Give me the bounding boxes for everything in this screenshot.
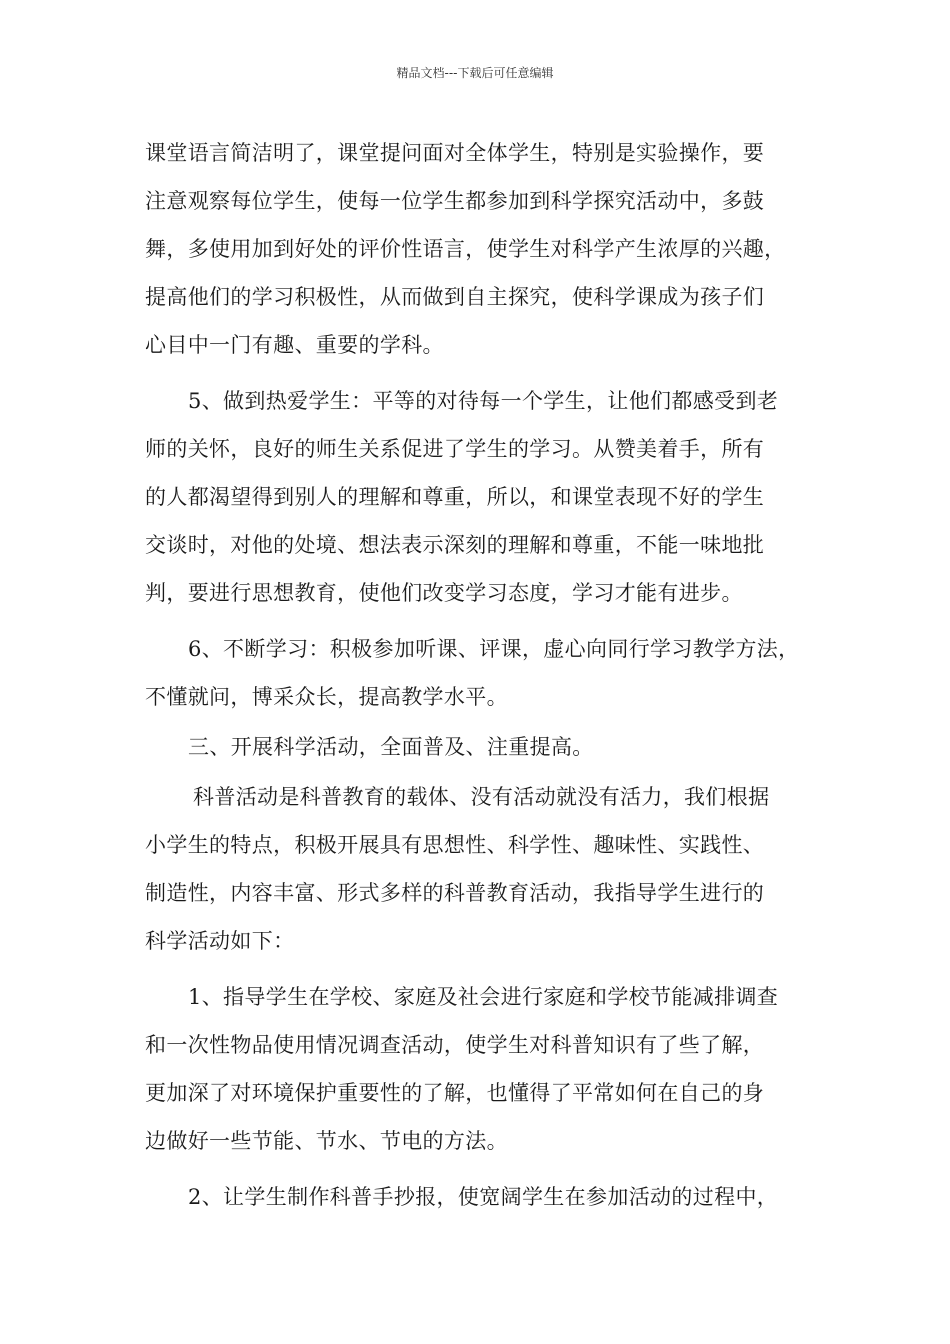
paragraph-line: 和一次性物品使用情况调查活动，使学生对科普知识有了些了解， (145, 1033, 765, 1057)
paragraph-line: 交谈时，对他的处境、想法表示深刻的理解和尊重，不能一味地批 (145, 533, 765, 557)
paragraph-line: 1、指导学生在学校、家庭及社会进行家庭和学校节能减排调查 (188, 985, 779, 1009)
paragraph-line: 边做好一些节能、节水、节电的方法。 (145, 1129, 508, 1153)
paragraph-line: 科学活动如下： (145, 929, 295, 953)
paragraph-line: 不懂就问，博采众长，提高教学水平。 (145, 685, 508, 709)
paragraph-line: 制造性，内容丰富、形式多样的科普教育活动，我指导学生进行的 (145, 881, 765, 905)
paragraph-line: 5、做到热爱学生：平等的对待每一个学生，让他们都感受到老 (188, 389, 779, 413)
paragraph-line: 判，要进行思想教育，使他们改变学习态度，学习才能有进步。 (145, 581, 743, 605)
paragraph-line: 小学生的特点，积极开展具有思想性、科学性、趣味性、实践性、 (145, 833, 765, 857)
paragraph-line: 心目中一门有趣、重要的学科。 (145, 333, 444, 357)
paragraph-line: 提高他们的学习积极性，从而做到自主探究，使科学课成为孩子们 (145, 285, 765, 309)
paragraph-line: 师的关怀，良好的师生关系促进了学生的学习。从赞美着手，所有 (145, 437, 765, 461)
paragraph-line: 的人都渴望得到别人的理解和尊重，所以，和课堂表现不好的学生 (145, 485, 765, 509)
paragraph-line: 6、不断学习：积极参加听课、评课，虚心向同行学习教学方法， (188, 637, 800, 661)
section-heading: 三、开展科学活动，全面普及、注重提高。 (188, 735, 594, 759)
page-header: 精品文档---下载后可任意编辑 (396, 66, 554, 80)
paragraph-line: 科普活动是科普教育的载体、没有活动就没有活力，我们根据 (193, 785, 770, 809)
paragraph-line: 课堂语言简洁明了，课堂提问面对全体学生，特别是实验操作，要 (145, 141, 765, 165)
paragraph-line: 注意观察每位学生，使每一位学生都参加到科学探究活动中，多鼓 (145, 189, 765, 213)
paragraph-line: 舞，多使用加到好处的评价性语言，使学生对科学产生浓厚的兴趣， (145, 237, 786, 261)
paragraph-line: 更加深了对环境保护重要性的了解，也懂得了平常如何在自己的身 (145, 1081, 765, 1105)
paragraph-line: 2、让学生制作科普手抄报，使宽阔学生在参加活动的过程中， (188, 1185, 779, 1209)
